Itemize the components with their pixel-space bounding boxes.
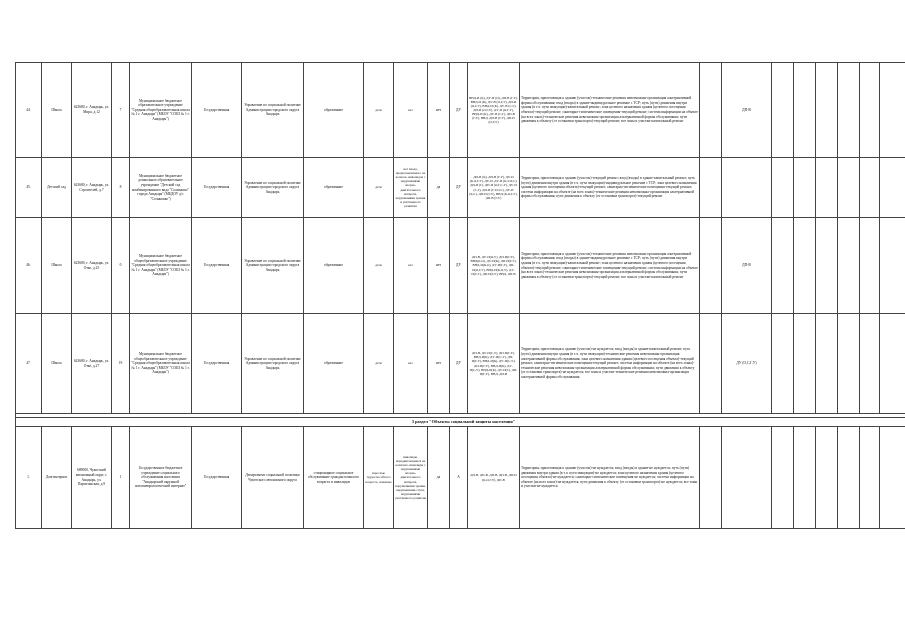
cell-c16: ДУ (О,С,Г,У): [722, 314, 772, 414]
cell-address: 689000, Чукотский автономный округ, г. Анадырь, ул. Партизанская, д.9: [72, 427, 112, 529]
cell-c11: нет: [428, 314, 450, 414]
cell-floors: 19: [112, 314, 130, 414]
cell-num: 45.: [16, 158, 42, 218]
cell-c11: да: [428, 158, 450, 218]
cell-c19: [816, 63, 838, 158]
document-table: [15, 62, 891, 529]
cell-type: Дом-интернат: [42, 427, 72, 529]
cell-c15: [700, 218, 722, 314]
cell-empty: [838, 314, 860, 414]
cell-c17: [772, 314, 794, 414]
cell-activity: образование: [304, 63, 364, 158]
cell-c11: нет: [428, 218, 450, 314]
cell-codes: ВНД-И (К), ДУ-И (О), ДП-В (Г,У), ВНД-И (К), ДУ-В (О,Г,У), ДП-И (О,Г,У), ВНД-И (К), ДУ-В (С,Г), ДП-И (О,Г,У), ДУ-И (О,Г,У), ВНД-И (К), ДУ-В (С,Г), ДП-В (Г,У), ВНД, ДП-В (Г,У), ДП-И (О,Г,У): [468, 63, 520, 158]
cell-c16: ДП-В: [722, 63, 772, 158]
cell-c15: [700, 427, 722, 529]
cell-c11: нет: [428, 63, 450, 158]
cell-measures: Территория, прилегающая к зданию (участок)-технические решения невозможны-организация альтернативной формы обслуживания; вход (входы) в здание-индивидуальное решение с ТСР; путь (пути) движения внутри здания (в т.ч. пути эвакуации)-капитальный ремонт; зона целевого назначения здания (целевого посещения объекта)-текущий ремонт; санитарно-гигиенические помещения-текущий ремонт; система информации на объекте (на всех зонах)-технические решения невозможны-организация альтернативной формы обслуживания; пути движения к объекту (от остановки транспорта)-текущий ремонт; все зоны и участки-капитальный ремонт: [520, 63, 700, 158]
cell-empty: [880, 218, 905, 314]
cell-c17: [772, 158, 794, 218]
cell-c17: [772, 218, 794, 314]
cell-c19: [816, 314, 838, 414]
cell-num: 47.: [16, 314, 42, 414]
cell-org: Муниципальное бюджетное общеобразовательное учреждение "Средняя общеобразовательная школа № 1 г. Анадыря" (МБОУ "СОШ № 1 г. Анадыря"): [130, 218, 192, 314]
cell-ownership: Государственная: [192, 63, 242, 158]
cell-empty: [880, 427, 905, 529]
cell-ownership: Государственная: [192, 158, 242, 218]
cell-empty: [880, 158, 905, 218]
cell-codes: ДП-В, ДУ-И(С,У), ДП-И(Г,У), ВНД-И(К), ДУ-И(С,У), ДП-И(Г,У), ВНД-И(К), ДУ-И(С,У), ДП-И(Г,У), ВНД-И(К), ДУ-И(С,У), ВНД-И(К), ДУ-И(С), ДП-И(Г,У), ВНД, ДП-В: [468, 314, 520, 414]
cell-admin: Департамент социальной политики Чукотского автономного округа: [242, 427, 304, 529]
cell-empty: [860, 427, 880, 529]
section-title: 3 раздел "Объекты социальной защиты населения": [16, 418, 905, 427]
cell-org: Муниципальное бюджетное общеобразовательное учреждение "Средняя общеобразовательная школа № 1 г. Анадыря" (МБОУ "СОШ № 1 г. Анадыря"): [130, 314, 192, 414]
cell-address: 623680, г. Анадырь, ул. Отке, д.25: [72, 218, 112, 314]
cell-address: 623680, г. Анадырь, ул. Отке, д.27: [72, 314, 112, 414]
cell-measures: Территория, прилегающая к зданию (участок)-не нуждается; вход (входы) в здание-капитальный ремонт; путь (пути) движения внутри здания (в т.ч. пути эвакуации)-технические решения невозможны-организация альтернативной формы обслуживания; зона целевого назначения здания (целевого посещения объекта)-текущий ремонт; санитарно-гигиенические помещения-текущий ремонт; система информации на объекте (на всех зонах)-технические решения невозможны-организация альтернативной формы обслуживания; пути движения к объекту (от остановки транспорта)-не нуждается; все зоны и участки-технические решения невозможны-организация альтернативной формы обслуживания: [520, 314, 700, 414]
cell-users: дети: [364, 314, 394, 414]
cell-c12: ДУ: [450, 158, 468, 218]
cell-users: дети: [364, 63, 394, 158]
cell-c19: [816, 218, 838, 314]
cell-c10: инвалиды, передвигающиеся на колясках, инвалиды с нарушениями опорно-двигательного аппарата, нарушениями зрения, нарушениями слуха, нарушениями умственного развития: [394, 427, 428, 529]
cell-floors: 7: [112, 63, 130, 158]
cell-empty: [838, 158, 860, 218]
cell-floors: 0: [112, 218, 130, 314]
cell-empty: [860, 314, 880, 414]
cell-c12: ДУ: [450, 218, 468, 314]
cell-num: 44.: [16, 63, 42, 158]
cell-activity: образование: [304, 218, 364, 314]
cell-activity: образование: [304, 314, 364, 414]
cell-type: Школа: [42, 218, 72, 314]
cell-c17: [772, 63, 794, 158]
cell-ownership: Государственная: [192, 314, 242, 414]
cell-empty: [880, 314, 905, 414]
cell-c17: [772, 427, 794, 529]
cell-activity: стационарное социальное обслуживание граждан пожилого возраста и инвалидов: [304, 427, 364, 529]
cell-c18: [794, 314, 816, 414]
cell-c18: [794, 218, 816, 314]
table-row: [16, 427, 905, 529]
cell-measures: Территория, прилегающая к зданию (участок)-текущий ремонт; вход (входы) в здание-капитальный ремонт; путь (пути) движения внутри здания (в т.ч. пути эвакуации)-индивидуальное решение с ТСР; зона целевого назначения здания (целевого посещения объекта)-текущий ремонт; санитарно-гигиенические помещения-текущий ремонт; система информации на объекте (на всех зонах)-технические решения невозможны-организация альтернативной формы обслуживания; пути движения к объекту (от остановки транспорта)-текущий ремонт: [520, 158, 700, 218]
cell-num: 1.: [16, 427, 42, 529]
cell-empty: [880, 63, 905, 158]
cell-c10: нет входа, предназначенного на колясок, инвалидов с нарушениями опорно-двигательного аппарата, нарушениями зрения и умственного развития: [394, 158, 428, 218]
cell-c18: [794, 427, 816, 529]
cell-org: Государственное бюджетное учреждение социального обслуживания населения "Анадырский окружной психоневрологический интернат": [130, 427, 192, 529]
cell-c15: [700, 158, 722, 218]
cell-activity: образование: [304, 158, 364, 218]
cell-codes: ДП-И (К), ДП-В (Г,У), ДУ-И (К,О,Г,У), ДУ-И, ДУ-И (К,У,О,С), ДП-И (Г), ДП-И (О,Г,С,У), ДУ-И (С,Г), ДП-И (Г,У,О,С), ДУ-И (К,С), ДП-И (Г,У), ВНД (К,О,Г,У), ДП-В (Г,У): [468, 158, 520, 218]
cell-floors: 8: [112, 158, 130, 218]
section-header-row: [16, 418, 905, 427]
cell-c16: [722, 427, 772, 529]
cell-ownership: Государственная: [192, 218, 242, 314]
cell-address: 623680, г. Анадырь, ул. Строителей, д.7: [72, 158, 112, 218]
cell-c10: нет: [394, 314, 428, 414]
cell-users: дети: [364, 218, 394, 314]
cell-org: Муниципальное бюджетное дошкольное образовательное учреждение "Детский сад комбинированного вида "Солнышко" города Анадыря" (МБДОУ д/с "Солнышко"): [130, 158, 192, 218]
cell-admin: Управление по социальной политике Администрации городского округа Анадырь: [242, 314, 304, 414]
cell-codes: ДП-В, ДУ-И(О,У), ДП-И(Г,У), ВНД(К,О), ДУ-И(К), ДП-И(Г,У), ВНД-И(К,О), ДУ-И(Г,У), ДП-И(О,Г,У), ВНД-И(К,О,У), ДУ-И(С,Г), ДП-И(Г,У), ВНД, ДП-В: [468, 218, 520, 314]
cell-admin: Управление по социальной политике Администрации городского округа Анадырь: [242, 158, 304, 218]
cell-users: взрослые трудоспособного возраста, пожилые: [364, 427, 394, 529]
cell-empty: [838, 427, 860, 529]
cell-c18: [794, 158, 816, 218]
cell-users: дети: [364, 158, 394, 218]
table-row: [16, 158, 905, 218]
cell-c15: [700, 314, 722, 414]
cell-empty: [838, 63, 860, 158]
cell-measures: Территория, прилегающая к зданию (участок)-технические решения невозможны-организация альтернативной формы обслуживания; вход (входы) в здание-индивидуальное решение с ТСР; путь (пути) движения внутри здания (в т.ч. пути эвакуации)-капитальный ремонт; зона целевого назначения здания (целевого посещения объекта)-текущий ремонт; санитарно-гигиенические помещения-текущий ремонт; система информации на объекте (на всех зонах)-технические решения невозможны-организация альтернативной формы обслуживания; пути движения к объекту (от остановки транспорта)-текущий ремонт; все зоны и участки-капитальный ремонт: [520, 218, 700, 314]
cell-c10: нет: [394, 63, 428, 158]
table-row: [16, 63, 905, 158]
cell-c16: [722, 158, 772, 218]
cell-c19: [816, 427, 838, 529]
cell-type: Детский сад: [42, 158, 72, 218]
cell-measures: Территория, прилегающая к зданию (участок)-не нуждается; вход (входы) в здание-не нуждается; путь (пути) движения внутри здания (в т.ч. пути эвакуации)-не нуждается; зона целевого назначения здания (целевого посещения объекта)-не нуждается; санитарно-гигиенические помещения-не нуждается; система информации на объекте (на всех зонах)-не нуждается; пути движения к объекту (от остановки транспорта)-не нуждается; все зоны и участки-не нуждается: [520, 427, 700, 529]
cell-codes: ДП-В, ДП-В, ДП-В, ДП-В, ДП-И (К,О,Г,У), ДП-В: [468, 427, 520, 529]
cell-c12: ДУ: [450, 63, 468, 158]
cell-admin: Управление по социальной политике Администрации городского округа Анадырь: [242, 218, 304, 314]
cell-floors: 1: [112, 427, 130, 529]
cell-address: 623680, г. Анадырь, ул. Мира, д.12: [72, 63, 112, 158]
cell-c12: А: [450, 427, 468, 529]
cell-empty: [860, 218, 880, 314]
cell-type: Школа: [42, 63, 72, 158]
cell-c19: [816, 158, 838, 218]
cell-empty: [838, 218, 860, 314]
cell-c16: ДП-В: [722, 218, 772, 314]
cell-empty: [860, 63, 880, 158]
table-row: [16, 218, 905, 314]
cell-c15: [700, 63, 722, 158]
cell-num: 46.: [16, 218, 42, 314]
cell-c18: [794, 63, 816, 158]
cell-c10: нет: [394, 218, 428, 314]
table-row: [16, 314, 905, 414]
cell-org: Муниципальное бюджетное образовательное учреждение "Средняя общеобразовательная школа № 1 г. Анадыря" (МБОУ "СОШ № 1 г. Анадыря"): [130, 63, 192, 158]
cell-c11: да: [428, 427, 450, 529]
cell-type: Школа: [42, 314, 72, 414]
cell-ownership: Государственная: [192, 427, 242, 529]
cell-empty: [860, 158, 880, 218]
cell-c12: ДУ: [450, 314, 468, 414]
cell-admin: Управление по социальной политике Администрации городского округа Анадырь: [242, 63, 304, 158]
